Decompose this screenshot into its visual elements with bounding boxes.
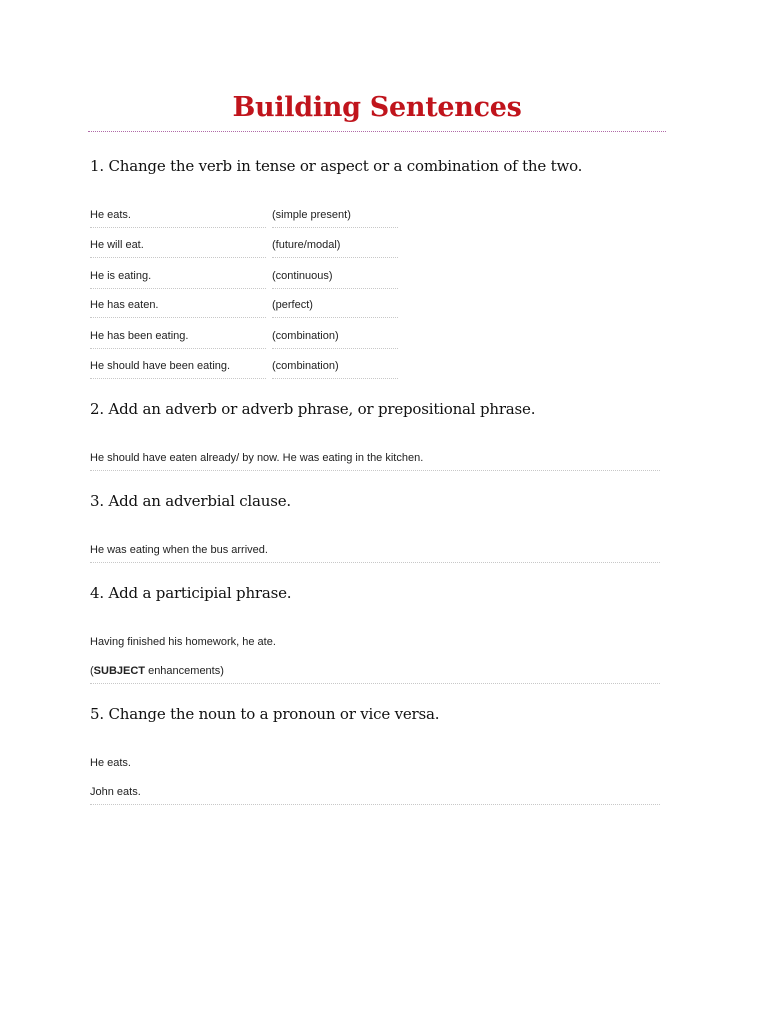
example-label: (combination) (272, 330, 398, 349)
example-label: (continuous) (272, 270, 398, 289)
example-line: He eats. (90, 757, 131, 769)
note-bold-subject: SUBJECT (93, 665, 146, 677)
section-1-heading: 1. Change the verb in tense or aspect or a combination of the two. (90, 157, 583, 175)
example-line: Having finished his homework, he ate. (90, 636, 276, 648)
example-label: (combination) (272, 360, 398, 379)
section-5-heading: 5. Change the noun to a pronoun or vice versa. (90, 705, 440, 723)
section-4-heading: 4. Add a participial phrase. (90, 584, 292, 602)
example-line: He should have eaten already/ by now. He was eating in the kitchen. (90, 452, 660, 471)
note-rest: enhancements) (145, 665, 224, 677)
example-line: John eats. (90, 786, 660, 805)
example-sentence: He is eating. (90, 270, 266, 289)
example-label: (perfect) (272, 299, 398, 318)
example-sentence: He has eaten. (90, 299, 266, 318)
section-2-heading: 2. Add an adverb or adverb phrase, or prepositional phrase. (90, 400, 536, 418)
example-line: He was eating when the bus arrived. (90, 544, 660, 563)
example-sentence: He has been eating. (90, 330, 266, 349)
example-label: (simple present) (272, 209, 398, 228)
example-label: (future/modal) (272, 239, 398, 258)
example-sentence: He should have been eating. (90, 360, 266, 379)
title-divider (88, 131, 666, 132)
subject-note (90, 665, 660, 684)
page-title: Building Sentences (232, 92, 522, 123)
note-open: ( (90, 665, 94, 677)
example-sentence: He will eat. (90, 239, 266, 258)
section-3-heading: 3. Add an adverbial clause. (90, 492, 291, 510)
example-sentence: He eats. (90, 209, 266, 228)
